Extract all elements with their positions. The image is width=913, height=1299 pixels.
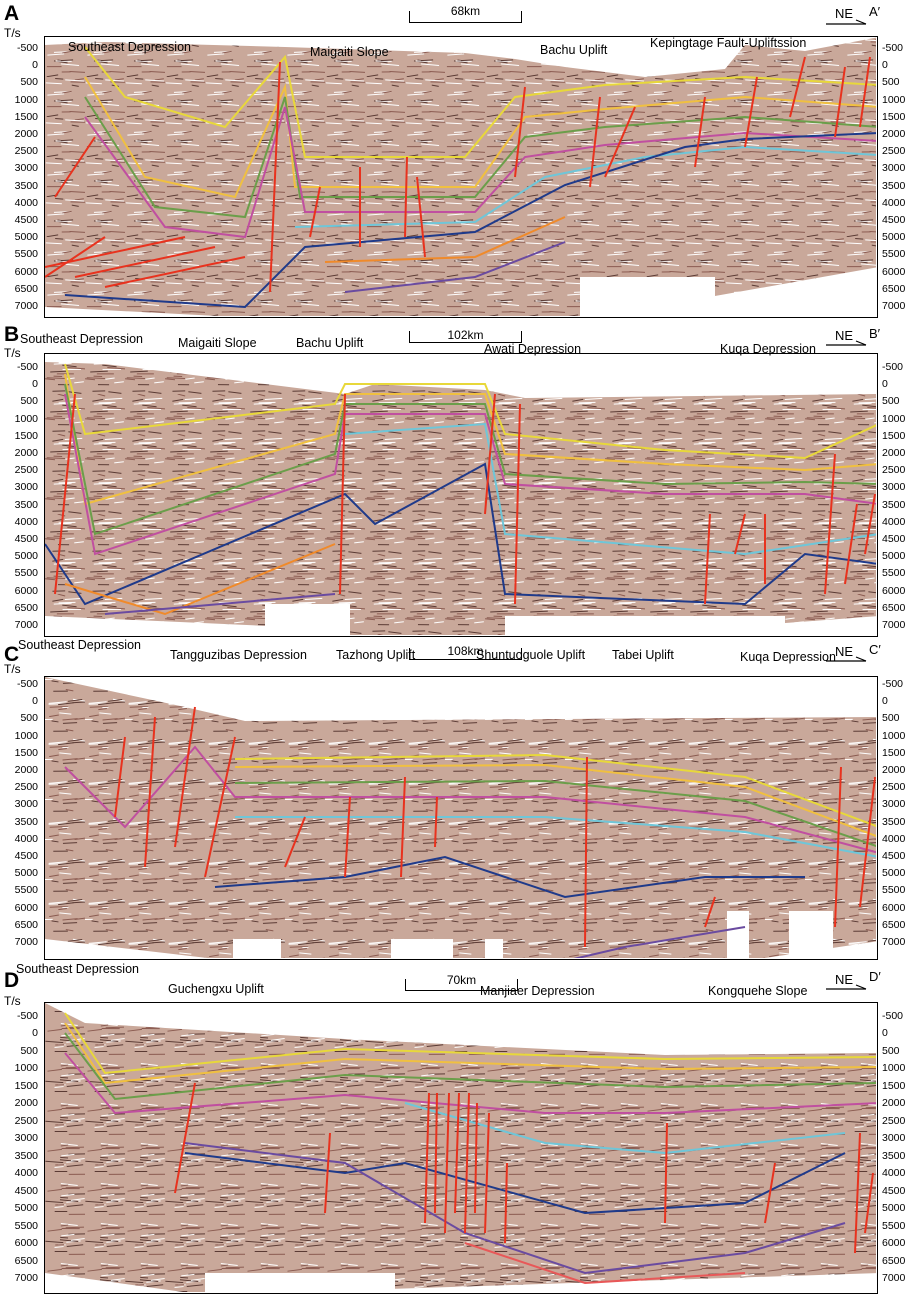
depth-tick-left: 5000 bbox=[14, 550, 38, 563]
depth-tick-left: 1500 bbox=[14, 429, 38, 442]
depth-tick-left: 1000 bbox=[14, 93, 38, 106]
depth-tick-left: 4500 bbox=[14, 533, 38, 545]
depth-tick-right: 2500 bbox=[882, 781, 906, 794]
section-end-label: B′ bbox=[869, 326, 881, 341]
scale-label: 108km bbox=[447, 644, 484, 658]
region-label: Bachu Uplift bbox=[540, 43, 608, 57]
depth-tick-left: 4000 bbox=[14, 196, 38, 209]
depth-tick-right: 1500 bbox=[882, 429, 906, 442]
depth-tick-right: 1000 bbox=[882, 729, 906, 742]
depth-tick-right: 0 bbox=[882, 695, 888, 708]
depth-tick-right: 1000 bbox=[882, 93, 906, 106]
depth-tick-right: 5500 bbox=[882, 248, 906, 261]
depth-tick-left: 3500 bbox=[14, 1149, 38, 1162]
depth-tick-left: -500 bbox=[16, 361, 38, 373]
depth-tick-right: 4500 bbox=[882, 214, 906, 226]
depth-tick-left: 6500 bbox=[14, 918, 38, 931]
depth-tick-left: 3500 bbox=[14, 179, 38, 192]
seismic-section-svg bbox=[45, 677, 876, 958]
region-label: Southeast Depression bbox=[68, 40, 191, 54]
data-gap bbox=[233, 939, 281, 958]
depth-tick-left: 0 bbox=[32, 59, 38, 72]
depth-tick-right: 5500 bbox=[882, 1219, 906, 1232]
depth-tick-left: 2500 bbox=[14, 145, 38, 158]
depth-tick-left: -500 bbox=[16, 42, 38, 54]
depth-tick-right: 6500 bbox=[882, 918, 906, 931]
depth-tick-left: 0 bbox=[32, 695, 38, 708]
section-end-label: D′ bbox=[869, 969, 881, 984]
panel-c bbox=[0, 638, 913, 964]
depth-tick-right: 0 bbox=[882, 1027, 888, 1040]
depth-tick-left: 3000 bbox=[14, 798, 38, 811]
depth-tick-left: 5000 bbox=[14, 867, 38, 880]
depth-tick-left: 5000 bbox=[14, 231, 38, 244]
depth-tick-right: 3000 bbox=[882, 481, 906, 494]
data-gap bbox=[370, 1273, 394, 1292]
region-label: Kuqa Depression bbox=[720, 342, 816, 356]
data-gap bbox=[485, 939, 503, 958]
depth-tick-right: 3000 bbox=[882, 162, 906, 175]
depth-tick-left: 5500 bbox=[14, 1219, 38, 1232]
region-label: Guchengxu Uplift bbox=[168, 982, 264, 996]
depth-tick-right: 4000 bbox=[882, 832, 906, 845]
depth-tick-right: 1500 bbox=[882, 110, 906, 123]
depth-tick-left: -500 bbox=[16, 678, 38, 690]
seismic-section bbox=[44, 676, 878, 960]
time-axis-label: T/s bbox=[4, 346, 21, 360]
depth-tick-right: -500 bbox=[882, 1010, 904, 1022]
seismic-section bbox=[44, 36, 878, 318]
direction-arrow-icon bbox=[826, 340, 868, 350]
depth-tick-left: 0 bbox=[32, 378, 38, 391]
region-label: Kepingtage Fault-Upliftssion bbox=[650, 36, 807, 50]
region-label: Shuntuoguole Uplift bbox=[476, 648, 586, 662]
depth-tick-right: 1500 bbox=[882, 1079, 906, 1092]
region-label: Kuqa Depression bbox=[740, 650, 836, 664]
depth-tick-left: 1000 bbox=[14, 1062, 38, 1075]
seismic-section-svg bbox=[45, 37, 876, 316]
depth-tick-left: 5500 bbox=[14, 567, 38, 580]
depth-tick-left: 7000 bbox=[14, 936, 38, 948]
seismic-section-svg bbox=[45, 1003, 876, 1292]
data-gap bbox=[205, 1273, 395, 1292]
depth-tick-left: 5500 bbox=[14, 884, 38, 897]
depth-tick-right: 4000 bbox=[882, 515, 906, 528]
depth-tick-right: 4500 bbox=[882, 533, 906, 545]
direction-arrow-icon bbox=[826, 984, 868, 994]
depth-tick-left: 1500 bbox=[14, 1079, 38, 1092]
depth-tick-left: 6500 bbox=[14, 601, 38, 614]
depth-tick-right: -500 bbox=[882, 678, 904, 690]
depth-tick-right: 3500 bbox=[882, 498, 906, 511]
depth-tick-right: 2000 bbox=[882, 764, 906, 776]
region-label: Kongquehe Slope bbox=[708, 984, 808, 998]
depth-tick-right: 5000 bbox=[882, 231, 906, 244]
depth-tick-right: 500 bbox=[882, 76, 900, 89]
region-label: Bachu Uplift bbox=[296, 336, 364, 350]
depth-tick-right: 3000 bbox=[882, 798, 906, 811]
data-gap bbox=[391, 939, 453, 958]
data-gap bbox=[265, 604, 350, 635]
depth-tick-left: 3500 bbox=[14, 815, 38, 828]
depth-tick-left: 4000 bbox=[14, 832, 38, 845]
depth-tick-right: 2500 bbox=[882, 464, 906, 477]
depth-tick-left: 3000 bbox=[14, 481, 38, 494]
depth-tick-left: 3000 bbox=[14, 1132, 38, 1145]
region-label: Maigaiti Slope bbox=[178, 336, 257, 350]
depth-tick-left: 6000 bbox=[14, 265, 38, 278]
depth-tick-right: 2000 bbox=[882, 1097, 906, 1110]
seismic-body bbox=[45, 362, 876, 635]
depth-tick-right: 7000 bbox=[882, 1272, 906, 1284]
panel-a bbox=[0, 0, 913, 322]
depth-tick-right: 6500 bbox=[882, 1254, 906, 1267]
direction-arrow-icon bbox=[826, 19, 868, 29]
depth-tick-left: 2500 bbox=[14, 464, 38, 477]
data-gap bbox=[580, 277, 715, 316]
depth-tick-left: 3000 bbox=[14, 162, 38, 175]
depth-tick-right: 1500 bbox=[882, 746, 906, 759]
depth-tick-left: 2000 bbox=[14, 128, 38, 140]
depth-tick-right: 3000 bbox=[882, 1132, 906, 1145]
data-gap bbox=[505, 616, 785, 635]
depth-tick-left: 4500 bbox=[14, 850, 38, 862]
depth-tick-left: 1000 bbox=[14, 412, 38, 425]
depth-tick-right: 2000 bbox=[882, 447, 906, 459]
depth-tick-right: 6500 bbox=[882, 282, 906, 295]
depth-tick-left: 4500 bbox=[14, 214, 38, 226]
depth-tick-right: 5000 bbox=[882, 1202, 906, 1215]
time-axis-label: T/s bbox=[4, 662, 21, 676]
panel-letter: A bbox=[4, 2, 20, 25]
depth-tick-right: 2500 bbox=[882, 145, 906, 158]
depth-tick-right: 500 bbox=[882, 395, 900, 408]
depth-tick-right: 5000 bbox=[882, 550, 906, 563]
depth-tick-left: 0 bbox=[32, 1027, 38, 1040]
depth-tick-right: 2500 bbox=[882, 1114, 906, 1127]
region-label: Tazhong Uplift bbox=[336, 648, 416, 662]
depth-tick-left: -500 bbox=[16, 1010, 38, 1022]
depth-tick-right: 3500 bbox=[882, 1149, 906, 1162]
region-label: Maigaiti Slope bbox=[310, 45, 389, 59]
depth-tick-right: 7000 bbox=[882, 300, 906, 312]
depth-tick-left: 4000 bbox=[14, 515, 38, 528]
depth-tick-right: 500 bbox=[882, 712, 900, 725]
panel-letter: B bbox=[4, 323, 20, 346]
depth-tick-left: 3500 bbox=[14, 498, 38, 511]
region-label: Awati Depression bbox=[484, 342, 582, 356]
panel-letter: D bbox=[4, 969, 20, 992]
depth-tick-right: 4500 bbox=[882, 1184, 906, 1197]
depth-tick-left: 2500 bbox=[14, 1114, 38, 1127]
panel-letter: C bbox=[4, 643, 20, 666]
region-label: Southeast Depression bbox=[20, 332, 143, 346]
depth-tick-left: 7000 bbox=[14, 1272, 38, 1284]
depth-tick-left: 6500 bbox=[14, 1254, 38, 1267]
depth-tick-left: 5000 bbox=[14, 1202, 38, 1215]
depth-tick-left: 500 bbox=[20, 395, 38, 408]
depth-tick-left: 6000 bbox=[14, 901, 38, 914]
region-label: Manjiaer Depression bbox=[480, 984, 595, 998]
depth-tick-right: 5500 bbox=[882, 884, 906, 897]
depth-tick-right: 7000 bbox=[882, 619, 906, 631]
time-axis-label: T/s bbox=[4, 994, 21, 1008]
depth-tick-left: 2000 bbox=[14, 447, 38, 459]
depth-tick-left: 1000 bbox=[14, 729, 38, 742]
data-gap bbox=[789, 911, 833, 958]
depth-tick-right: 1000 bbox=[882, 412, 906, 425]
seismic-section bbox=[44, 353, 878, 637]
scale-label: 70km bbox=[446, 973, 477, 987]
scale-label: 102km bbox=[447, 328, 484, 342]
region-label: Tangguzibas Depression bbox=[170, 648, 307, 662]
depth-tick-left: 6500 bbox=[14, 282, 38, 295]
depth-tick-left: 2000 bbox=[14, 1097, 38, 1110]
panel-b bbox=[0, 322, 913, 642]
depth-tick-right: 3500 bbox=[882, 179, 906, 192]
depth-tick-right: 2000 bbox=[882, 128, 906, 140]
depth-tick-right: 1000 bbox=[882, 1062, 906, 1075]
seismic-body bbox=[45, 1003, 876, 1292]
depth-tick-right: 7000 bbox=[882, 936, 906, 948]
depth-tick-left: 2500 bbox=[14, 781, 38, 794]
depth-tick-right: -500 bbox=[882, 42, 904, 54]
seismic-section bbox=[44, 1002, 878, 1294]
depth-tick-right: 4500 bbox=[882, 850, 906, 862]
region-label: Southeast Depression bbox=[16, 962, 139, 976]
depth-tick-left: 2000 bbox=[14, 764, 38, 776]
direction-label: NE bbox=[835, 328, 854, 343]
depth-tick-right: 6500 bbox=[882, 601, 906, 614]
depth-tick-left: 7000 bbox=[14, 300, 38, 312]
depth-tick-right: 500 bbox=[882, 1044, 900, 1057]
depth-tick-left: 4500 bbox=[14, 1184, 38, 1197]
depth-tick-left: 500 bbox=[20, 712, 38, 725]
section-end-label: A′ bbox=[869, 4, 881, 19]
panel-d bbox=[0, 964, 913, 1299]
depth-tick-right: 5500 bbox=[882, 567, 906, 580]
depth-tick-right: 3500 bbox=[882, 815, 906, 828]
depth-tick-left: 500 bbox=[20, 76, 38, 89]
depth-tick-right: 4000 bbox=[882, 196, 906, 209]
direction-label: NE bbox=[835, 644, 854, 659]
depth-tick-left: 6000 bbox=[14, 584, 38, 597]
region-label: Tabei Uplift bbox=[612, 648, 674, 662]
depth-tick-left: 6000 bbox=[14, 1237, 38, 1250]
depth-tick-left: 1500 bbox=[14, 746, 38, 759]
data-gap bbox=[727, 911, 749, 958]
section-end-label: C′ bbox=[869, 642, 881, 657]
time-axis-label: T/s bbox=[4, 26, 21, 40]
depth-tick-right: 6000 bbox=[882, 1237, 906, 1250]
depth-tick-right: 6000 bbox=[882, 901, 906, 914]
depth-tick-left: 7000 bbox=[14, 619, 38, 631]
depth-tick-right: 6000 bbox=[882, 584, 906, 597]
seismic-section-svg bbox=[45, 354, 876, 635]
region-label: Southeast Depression bbox=[18, 638, 141, 652]
direction-label: NE bbox=[835, 972, 854, 987]
depth-tick-left: 5500 bbox=[14, 248, 38, 261]
depth-tick-right: 0 bbox=[882, 378, 888, 391]
direction-label: NE bbox=[835, 6, 854, 21]
scale-label: 68km bbox=[450, 4, 481, 18]
depth-tick-right: 5000 bbox=[882, 867, 906, 880]
depth-tick-left: 500 bbox=[20, 1044, 38, 1057]
depth-tick-left: 1500 bbox=[14, 110, 38, 123]
depth-tick-right: 4000 bbox=[882, 1167, 906, 1180]
depth-tick-left: 4000 bbox=[14, 1167, 38, 1180]
depth-tick-right: 6000 bbox=[882, 265, 906, 278]
depth-tick-right: 0 bbox=[882, 59, 888, 72]
depth-tick-right: -500 bbox=[882, 361, 904, 373]
